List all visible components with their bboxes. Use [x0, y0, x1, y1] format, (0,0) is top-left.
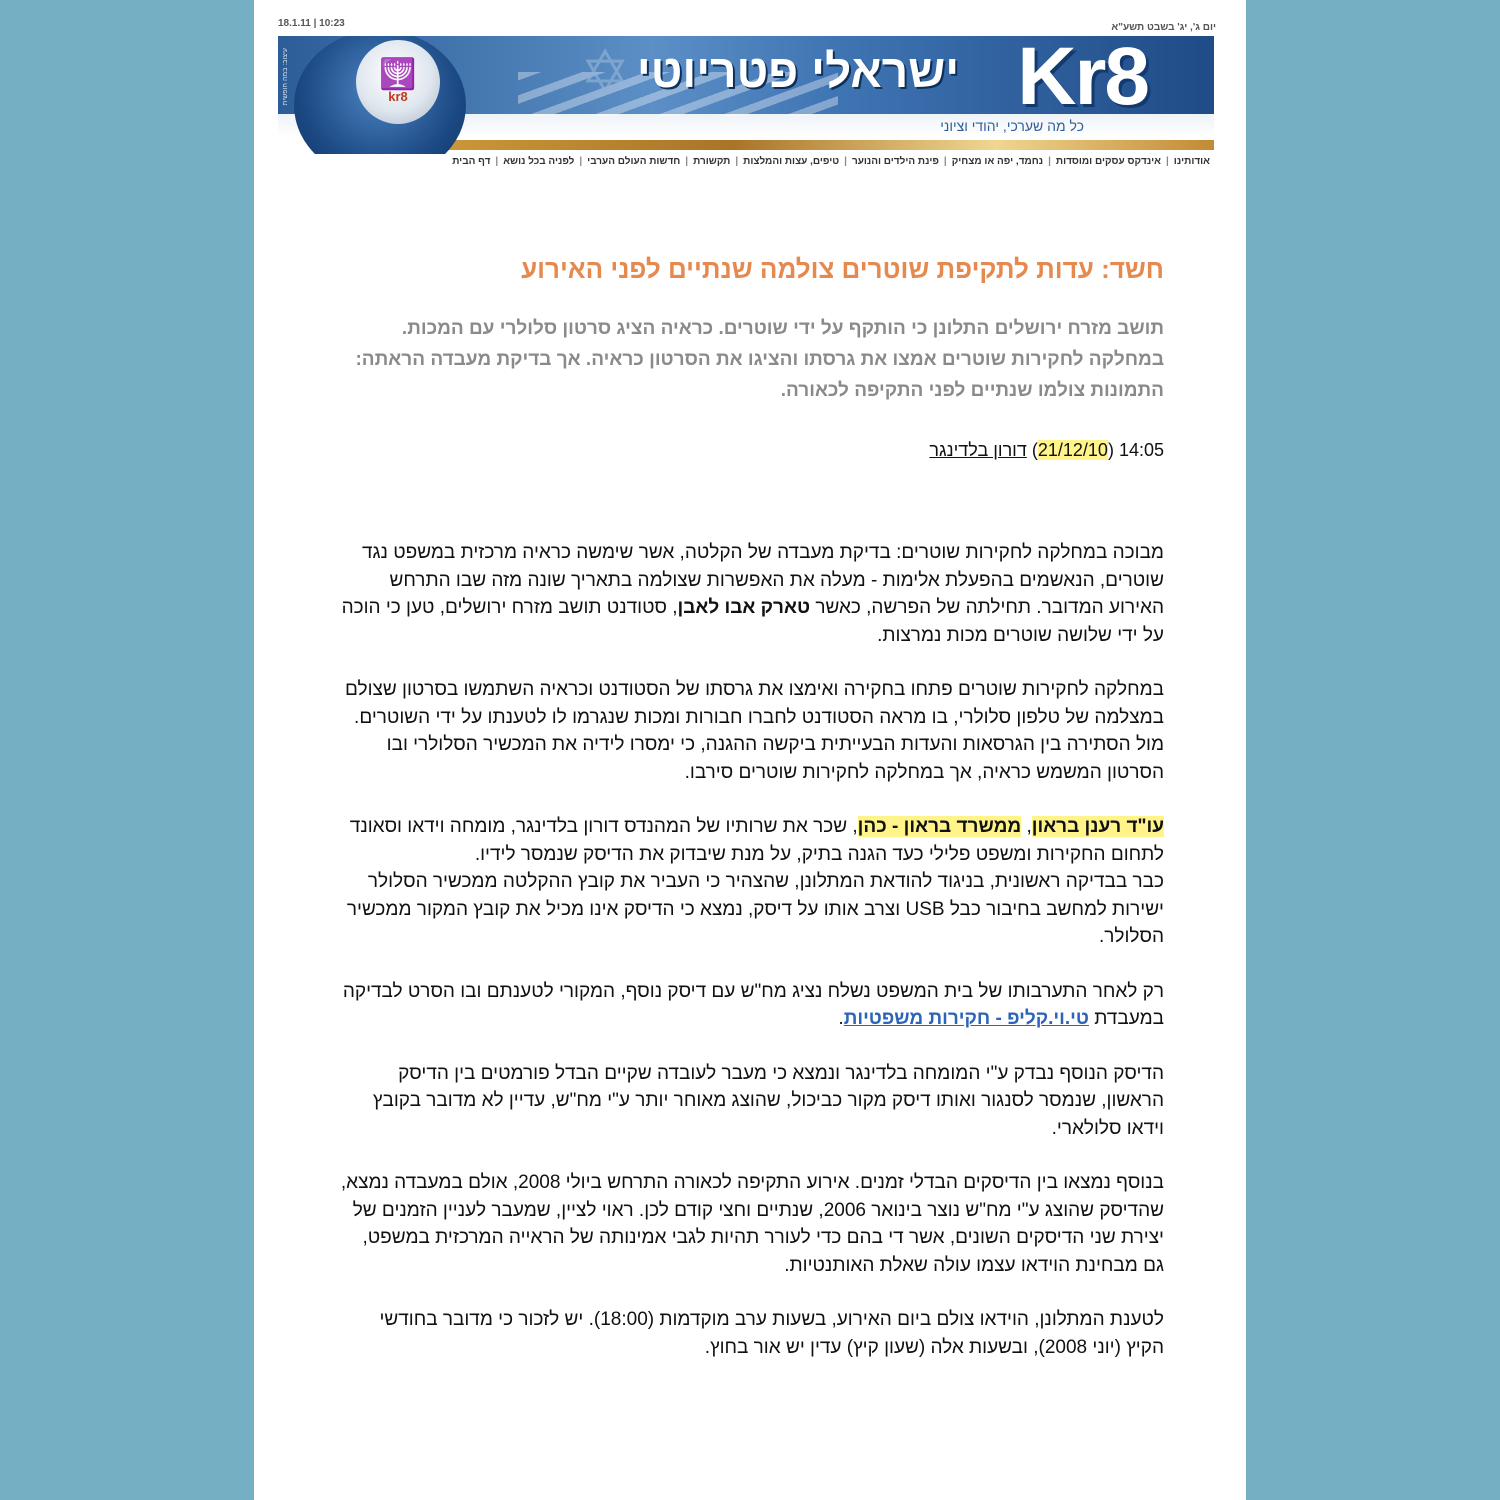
- paragraph-text: מבוכה במחלקה לחקירות שוטרים: בדיקת מעבדה של הקלטה, אשר שימשה כראיה מרכזית במשפט נגד שוטרים, הנאשמים בהפעלת אלימות - מעלה את האפשרות שצולמה בתאריך שונה מזה שבו התרחש האירוע המדובר. תחילתה של הפרשה, כאשר: [361, 542, 1164, 618]
- lab-link[interactable]: טי.וי.קליפ - חקירות משפטיות: [843, 1008, 1089, 1029]
- brand-logo[interactable]: Kr8: [1017, 36, 1148, 122]
- paragraph-1: [338, 539, 1164, 649]
- complainant-name: טארק אבו לאבן: [677, 597, 811, 618]
- byline-date: 21/12/10: [1037, 440, 1108, 460]
- paragraph-4: כבר בבדיקה ראשונית, בניגוד להודאת המתלונן, שהצהיר כי העביר את קובץ ההקלטה ממכשיר הסלולר ישירות למחשב בחיבור כבל USB וצרב אותו על דיסק, נמצא כי הדיסק אינו מכיל את קובץ המקור ממכשיר הסלולר.: [346, 871, 1164, 947]
- star-of-david-icon: ✡: [580, 39, 631, 106]
- law-firm-name: ממשרד בראון - כהן: [857, 816, 1022, 837]
- nav-item-home[interactable]: דף הבית: [452, 156, 491, 167]
- site-name: ישראלי פטריוטי: [636, 45, 960, 97]
- paragraph-text: רק לאחר התערבותו של בית המשפט נשלח נציג מח"ש עם דיסק נוסף, המקורי לטענתם ובו הסרט לבדיקה במעבדת: [342, 980, 1164, 1029]
- nav-separator: |: [685, 156, 689, 167]
- byline-open-paren: (: [1107, 440, 1114, 460]
- nav-separator: |: [495, 156, 499, 167]
- hebrew-date: יום ג', יג' בשבט תשע"א: [1111, 22, 1216, 33]
- paragraph-5: [338, 978, 1164, 1033]
- lawyer-name: עו"ד רענן בראון: [1031, 816, 1164, 837]
- nav-separator: |: [735, 156, 739, 167]
- menorah-icon: 🕎: [379, 58, 417, 91]
- banner-globe: [294, 36, 466, 154]
- site-slogan: כל מה שערכי, יהודי וציוני: [940, 118, 1084, 134]
- newspaper-page: [254, 0, 1246, 1500]
- logo-text: kr8: [388, 89, 408, 104]
- nav-item-tips[interactable]: טיפים, עצות והמלצות: [743, 156, 840, 167]
- paragraph-text: , שכר את שרותיו של המהנדס דורון בלדינגר, מומחה וידאו וסאונד לתחום החקירות ומשפט פלילי כעד הגנה בתיק, על מנת שיבדוק את הדיסק שנמסר לידיו.: [349, 816, 1164, 865]
- paragraph-3: [338, 813, 1164, 868]
- print-date-time: 18.1.11 | 10:23: [278, 18, 345, 29]
- nav-separator: |: [1048, 156, 1051, 167]
- nav-separator: |: [579, 156, 583, 167]
- article: [338, 254, 1164, 1361]
- byline-close-paren: ): [1031, 440, 1038, 460]
- paragraph-8: לטענת המתלונן, הוידאו צולם ביום האירוע, בשעות ערב מוקדמות (18:00). יש לזכור כי מדובר בחודשי הקיץ (יוני 2008), ובשעות אלה (שעון קיץ) עדין יש אור בחוץ.: [379, 1309, 1164, 1358]
- nav-item-about[interactable]: אודותינו: [1173, 156, 1210, 167]
- site-banner[interactable]: [278, 36, 1214, 154]
- paragraph-7: בנוסף נמצאו בין הדיסקים הבדלי זמנים. אירוע התקיפה לכאורה התרחש ביולי 2008, אולם במעבדה נמצא, שהדיסק שהוצג ע"י מח"ש נוצר בינואר 2006, שנתיים וחצי קודם לכן. ראוי לציין, שמעבר לעניין הזמנים של יצירת שני הדיסקים השונים, אשר די בהם כדי לעורר תהיות לגבי אמינותה של הראייה המרכזית במשפט, גם מבחינת הוידאו עצמו עולה שאלת האותנטיות.: [340, 1172, 1164, 1276]
- nav-item-kids-corner[interactable]: פינת הילדים והנוער: [851, 156, 939, 167]
- paragraph-text: .: [838, 1008, 844, 1029]
- top-line: [278, 18, 1216, 34]
- article-lede: תושב מזרח ירושלים התלונן כי הותקף על ידי שוטרים. כראיה הציג סרטון סלולרי עם המכות. במחלקה לחקירות שוטרים אמצו את גרסתו והציגו את הסרטון כראיה. אך בדיקת מעבדה הראתה: התמונות צולמו שנתיים לפני התקיפה לכאורה.: [355, 318, 1164, 401]
- paragraph-6: הדיסק הנוסף נבדק ע"י המומחה בלדינגר ונמצא כי מעבר לעובדה שקיים הבדל פורמטים בין הדיסק הראשון, שנמסר לסנגור ואותו דיסק מקור כביכול, שהוצג מאוחר יותר ע"י מח"ש, עדיין לא מדובר בקובץ וידאו סלולארי.: [372, 1062, 1164, 1139]
- paragraph-text: ,: [1021, 816, 1032, 837]
- nav-item-media[interactable]: תקשורת: [693, 156, 731, 167]
- article-byline: [338, 440, 1164, 461]
- nav-item-nice-funny[interactable]: נחמד, יפה או מצחיק: [951, 156, 1044, 167]
- site-logo[interactable]: [356, 40, 440, 124]
- byline-time: 14:05: [1118, 440, 1164, 460]
- nav-separator: |: [1165, 156, 1169, 167]
- article-headline: חשד: עדות לתקיפת שוטרים צולמה שנתיים לפני האירוע: [521, 254, 1164, 284]
- nav-item-business-index[interactable]: אינדקס עסקים ומוסדות: [1055, 156, 1161, 167]
- nav-item-arab-world-news[interactable]: חדשות העולם הערבי: [587, 156, 681, 167]
- banner-credit: עיצוב: במה חופשית: [282, 48, 289, 106]
- nav-separator: |: [943, 156, 947, 167]
- nav-separator: |: [844, 156, 847, 167]
- paragraph-2: במחלקה לחקירות שוטרים פתחו בחקירה ואימצו את גרסתו של הסטודנט וכראיה השתמשו בסרטון שצולם במצלמה של טלפון סלולרי, בו מראה הסטודנט לחברו חבורות ומכות שנגרמו לו לטענתו על ידי השוטרים. מול הסתירה בין הגרסאות והעדות הבעייתית ביקשה ההגנה, כי ימסרו לידיה את המכשיר הסלולרי ובו הסרטון המשמש כראיה, אך במחלקה לחקירות שוטרים סירבו.: [345, 679, 1164, 783]
- banner-gold-bar: [338, 140, 1214, 150]
- article-body: [338, 539, 1164, 1361]
- main-nav: [278, 156, 1210, 174]
- byline-author-link[interactable]: דורון בלדינגר: [929, 440, 1027, 460]
- paragraph-text: , סטודנט תושב מזרח ירושלים, טען כי הוכה על ידי שלושה שוטרים מכות נמרצות.: [341, 597, 1164, 646]
- nav-item-contact[interactable]: לפניה בכל נושא: [503, 156, 575, 167]
